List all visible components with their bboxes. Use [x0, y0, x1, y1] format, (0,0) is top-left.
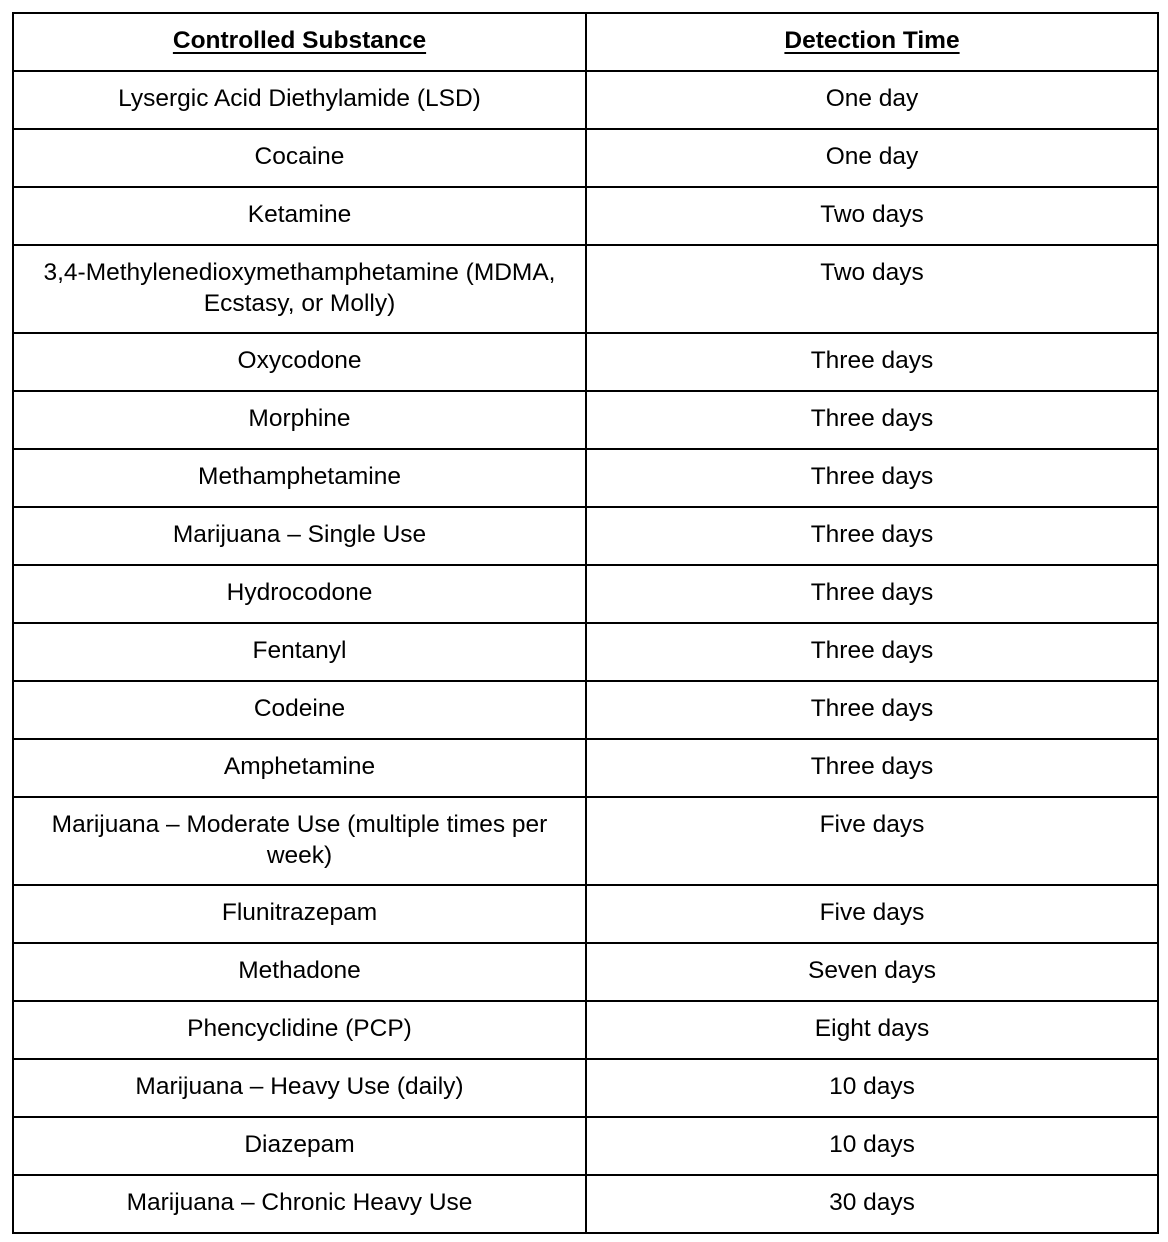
detection-time-cell: Three days	[586, 565, 1158, 623]
substance-cell: Flunitrazepam	[13, 885, 586, 943]
detection-time-cell: Two days	[586, 187, 1158, 245]
substance-cell: Methamphetamine	[13, 449, 586, 507]
table-row	[13, 129, 1158, 187]
table-row	[13, 449, 1158, 507]
detection-time-cell: Three days	[586, 507, 1158, 565]
table-row	[13, 885, 1158, 943]
detection-time-cell: Three days	[586, 739, 1158, 797]
detection-time-cell: Three days	[586, 449, 1158, 507]
substance-cell: Oxycodone	[13, 333, 586, 391]
table-row	[13, 507, 1158, 565]
substance-cell: Codeine	[13, 681, 586, 739]
substance-cell: Marijuana – Chronic Heavy Use	[13, 1175, 586, 1233]
substance-cell: Morphine	[13, 391, 586, 449]
substance-cell: Amphetamine	[13, 739, 586, 797]
table-row	[13, 565, 1158, 623]
detection-times-table-container	[12, 12, 1157, 1234]
table-row	[13, 245, 1158, 333]
detection-time-cell: Seven days	[586, 943, 1158, 1001]
detection-time-cell: 30 days	[586, 1175, 1158, 1233]
detection-time-cell: One day	[586, 129, 1158, 187]
detection-time-cell: Five days	[586, 885, 1158, 943]
detection-time-cell: Three days	[586, 333, 1158, 391]
header-row	[13, 13, 1158, 71]
detection-time-cell: Five days	[586, 797, 1158, 885]
table-row	[13, 623, 1158, 681]
substance-cell: Cocaine	[13, 129, 586, 187]
substance-cell: Hydrocodone	[13, 565, 586, 623]
table-row	[13, 943, 1158, 1001]
detection-time-cell: 10 days	[586, 1059, 1158, 1117]
table-row	[13, 739, 1158, 797]
table-row	[13, 1059, 1158, 1117]
table-row	[13, 333, 1158, 391]
substance-cell: Ketamine	[13, 187, 586, 245]
substance-cell: Methadone	[13, 943, 586, 1001]
substance-cell: Marijuana – Single Use	[13, 507, 586, 565]
detection-time-cell: Three days	[586, 623, 1158, 681]
detection-time-cell: Eight days	[586, 1001, 1158, 1059]
detection-time-cell: One day	[586, 71, 1158, 129]
detection-time-cell: Three days	[586, 391, 1158, 449]
substance-cell: 3,4-Methylenedioxymethamphetamine (MDMA, Ecstasy, or Molly)	[13, 245, 586, 333]
table-row	[13, 391, 1158, 449]
table-row	[13, 797, 1158, 885]
substance-cell: Marijuana – Heavy Use (daily)	[13, 1059, 586, 1117]
substance-cell: Phencyclidine (PCP)	[13, 1001, 586, 1059]
table-row	[13, 1001, 1158, 1059]
detection-time-cell: Three days	[586, 681, 1158, 739]
substance-cell: Diazepam	[13, 1117, 586, 1175]
table-row	[13, 1175, 1158, 1233]
detection-time-cell: Two days	[586, 245, 1158, 333]
header-controlled-substance: Controlled Substance	[13, 13, 586, 71]
table-row	[13, 71, 1158, 129]
substance-cell: Fentanyl	[13, 623, 586, 681]
table-row	[13, 681, 1158, 739]
table-row	[13, 1117, 1158, 1175]
detection-times-table	[12, 12, 1159, 1234]
detection-time-cell: 10 days	[586, 1117, 1158, 1175]
substance-cell: Marijuana – Moderate Use (multiple times per week)	[13, 797, 586, 885]
header-detection-time: Detection Time	[586, 13, 1158, 71]
table-row	[13, 187, 1158, 245]
substance-cell: Lysergic Acid Diethylamide (LSD)	[13, 71, 586, 129]
